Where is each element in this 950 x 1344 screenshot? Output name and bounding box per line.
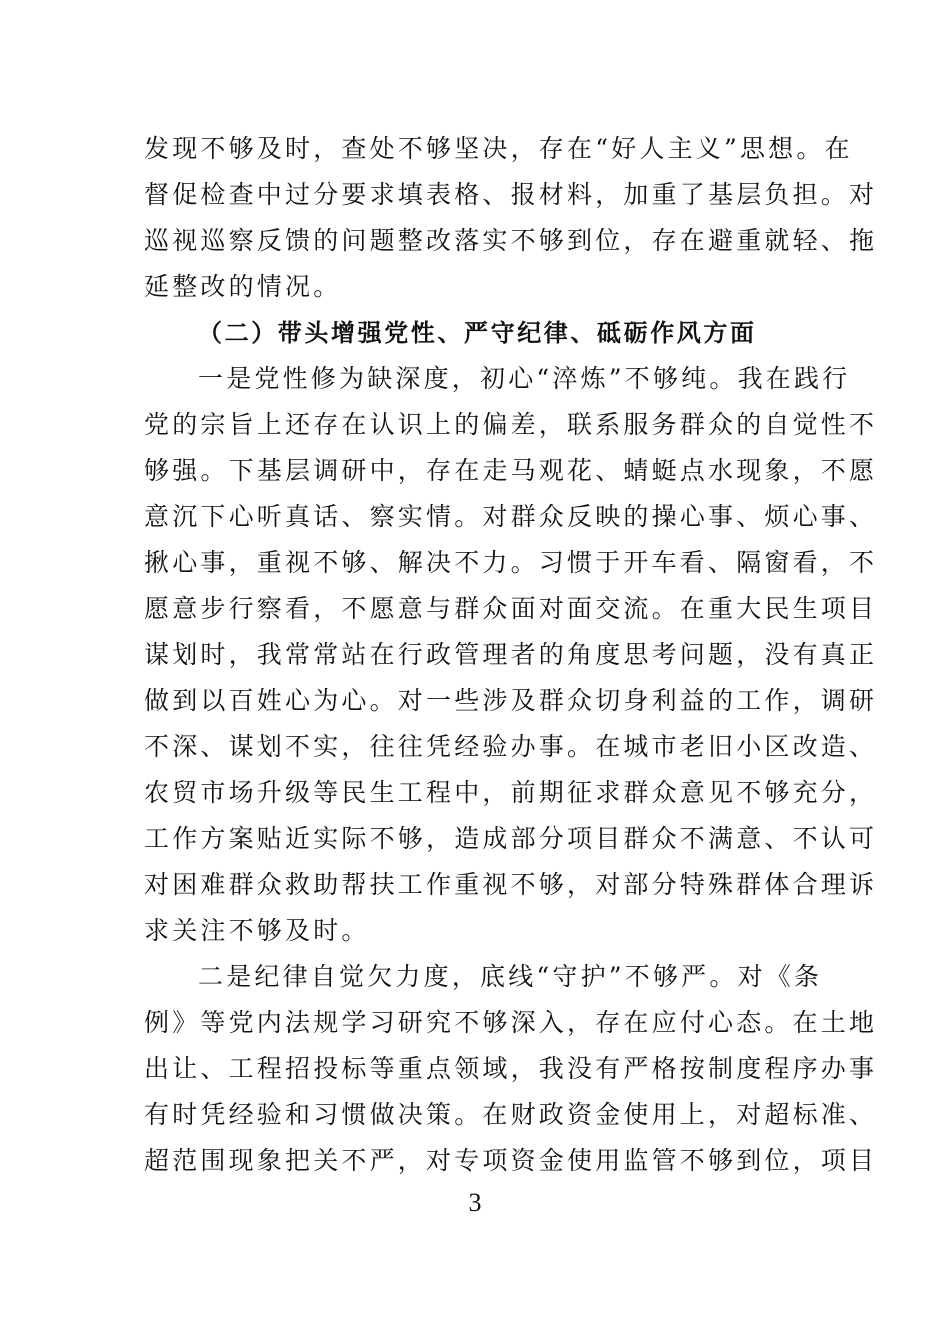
body-line: 农贸市场升级等民生工程中，前期征求群众意见不够充分， [144, 778, 878, 807]
body-line: 求关注不够及时。 [144, 916, 370, 945]
body-line: 超范围现象把关不严，对专项资金使用监管不够到位，项目 [144, 1146, 878, 1175]
body-line: 对困难群众救助帮扶工作重视不够，对部分特殊群体合理诉 [144, 870, 878, 899]
body-line: 有时凭经验和习惯做决策。在财政资金使用上，对超标准、 [144, 1100, 878, 1129]
body-line: 不深、谋划不实，往往凭经验办事。在城市老旧小区改造、 [144, 732, 878, 761]
body-line: 出让、工程招投标等重点领域，我没有严格按制度程序办事 [144, 1054, 878, 1083]
body-line: 工作方案贴近实际不够，造成部分项目群众不满意、不认可 [144, 824, 878, 853]
body-line: 够强。下基层调研中，存在走马观花、蜻蜓点水现象，不愿 [144, 456, 878, 485]
paragraph-first-line: 二是纪律自觉欠力度，底线“守护”不够严。对《条 [198, 962, 823, 991]
body-line: 巡视巡察反馈的问题整改落实不够到位，存在避重就轻、拖 [144, 226, 878, 255]
body-line: 延整改的情况。 [144, 272, 342, 301]
paragraph-first-line: 一是党性修为缺深度，初心“淬炼”不够纯。我在践行 [198, 364, 851, 393]
body-line: 意沉下心听真话、察实情。对群众反映的操心事、烦心事、 [144, 502, 878, 531]
body-line: 谋划时，我常常站在行政管理者的角度思考问题，没有真正 [144, 640, 878, 669]
body-line: 督促检查中过分要求填表格、报材料，加重了基层负担。对 [144, 180, 878, 209]
section-heading: （二）带头增强党性、严守纪律、砥砺作风方面 [198, 318, 757, 347]
body-line: 例》等党内法规学习研究不够深入，存在应付心态。在土地 [144, 1008, 878, 1037]
page-number: 3 [468, 1188, 482, 1217]
body-line: 做到以百姓心为心。对一些涉及群众切身利益的工作，调研 [144, 686, 878, 715]
body-line: 党的宗旨上还存在认识上的偏差，联系服务群众的自觉性不 [144, 410, 878, 439]
body-line: 揪心事，重视不够、解决不力。习惯于开车看、隔窗看，不 [144, 548, 878, 577]
body-line: 发现不够及时，查处不够坚决，存在“好人主义”思想。在 [144, 134, 853, 163]
body-line: 愿意步行察看，不愿意与群众面对面交流。在重大民生项目 [144, 594, 878, 623]
